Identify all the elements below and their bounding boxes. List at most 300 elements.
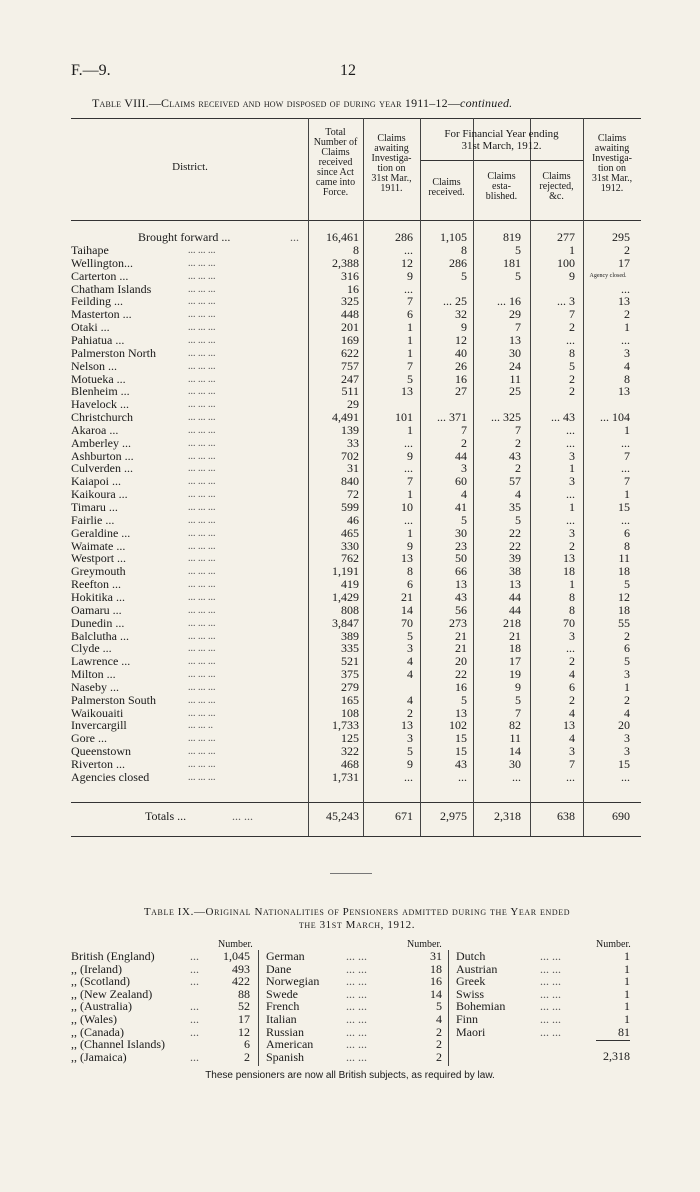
district-row-value: 38: [509, 564, 521, 578]
district-row-value: 15: [455, 731, 467, 745]
nationality-number: 4: [436, 1012, 442, 1026]
district-dots: ... ... ...: [188, 643, 216, 654]
district-row-value: 6: [407, 577, 413, 591]
district-name: Masterton ...: [71, 307, 132, 321]
district-dots: ... ... ...: [188, 759, 216, 770]
nationality-number: 1: [624, 987, 630, 1001]
district-row-value: 165: [341, 693, 359, 707]
district-name: Carterton ...: [71, 269, 129, 283]
district-row-value: 17: [618, 256, 630, 270]
table8-totals-rule-bottom: [71, 836, 641, 837]
district-row-value: 14: [509, 744, 521, 758]
district-dots: ... ... ...: [188, 541, 216, 552]
district-row-value: 3: [569, 629, 575, 643]
nationality-name: Russian: [266, 1025, 305, 1039]
district-row-value: 18: [618, 603, 630, 617]
district-row-value: 5: [461, 513, 467, 527]
district-row-value: 1: [569, 243, 575, 257]
table8-header-total-line: Force.: [322, 187, 349, 198]
district-row-value: 1,429: [332, 590, 359, 604]
district-row-value: 66: [455, 564, 467, 578]
nationality-number: 12: [238, 1025, 250, 1039]
table8-title: [92, 96, 512, 111]
district-row-value: 4: [461, 487, 467, 501]
district-dots: ... ... ...: [188, 386, 216, 397]
nationality-number: 18: [430, 962, 442, 976]
district-row-value: 5: [515, 269, 521, 283]
district-row-value: ...: [404, 770, 413, 784]
district-row-value: 30: [455, 526, 467, 540]
district-row-value: 11: [618, 551, 630, 565]
district-row-value: 4: [407, 654, 413, 668]
nationality-number: 14: [430, 987, 442, 1001]
district-row-value: ...: [621, 282, 630, 296]
table9-column-divider: [448, 950, 449, 1066]
table8-header-claims-established-line: blished.: [485, 191, 518, 202]
district-row-value: 7: [569, 757, 575, 771]
district-dots: ... ... ...: [188, 348, 216, 359]
district-row-value: 1: [407, 526, 413, 540]
table8-header-claims-established-line: Claims: [487, 171, 516, 182]
table8-header-claims-rejected-line: Claims: [542, 171, 571, 182]
district-row-value: 1: [407, 423, 413, 437]
district-row-value: 24: [509, 359, 521, 373]
totals-dots: ... ...: [232, 809, 253, 823]
page-number: 12: [340, 62, 356, 79]
district-dots: ... ... ...: [188, 489, 216, 500]
district-row-value: 1: [407, 346, 413, 360]
nationality-name: Spanish: [266, 1050, 305, 1064]
nationality-number: 88: [238, 987, 250, 1001]
nationality-name: ,, (Wales): [71, 1012, 118, 1026]
district-row-value: 5: [407, 744, 413, 758]
district-row-value: 1: [624, 487, 630, 501]
district-row-value: 1,191: [332, 564, 359, 578]
nationality-dots: ...: [190, 949, 199, 963]
district-row-value: ... 325: [491, 410, 521, 424]
nationality-dots: ... ...: [540, 962, 561, 976]
district-row-value: 3,847: [332, 616, 359, 630]
district-row-value: ...: [621, 461, 630, 475]
district-name: Kaiapoi ...: [71, 474, 121, 488]
district-row-value: 21: [455, 641, 467, 655]
table8-header-awaiting-1912-line: Investiga-: [592, 153, 632, 164]
district-name: Wellington...: [71, 256, 134, 270]
totals-value: 2,975: [440, 809, 467, 823]
totals-value: 690: [612, 809, 630, 823]
district-row-value: 4: [569, 706, 575, 720]
district-row-value: 100: [557, 256, 575, 270]
table8-header-claims-established-line: esta-: [492, 181, 511, 192]
district-row-value: 2,388: [332, 256, 359, 270]
district-name: Riverton ...: [71, 757, 125, 771]
district-row-value: 2: [624, 693, 630, 707]
district-name: Kaikoura ...: [71, 487, 128, 501]
district-row-value: 2: [515, 461, 521, 475]
district-row-value: 9: [569, 269, 575, 283]
district-dots: ... ... ...: [188, 733, 216, 744]
district-row-value: 13: [618, 384, 630, 398]
district-name: Clyde ...: [71, 641, 112, 655]
district-name: Greymouth: [71, 564, 126, 578]
district-row-value: ...: [458, 770, 467, 784]
district-dots: ... ... ...: [188, 605, 216, 616]
district-row-value: 9: [407, 269, 413, 283]
nationality-name: ,, (Ireland): [71, 962, 122, 976]
table8-header-rule: [71, 220, 641, 221]
district-row-value: 21: [401, 590, 413, 604]
district-row-value: 1: [624, 423, 630, 437]
district-dots: ... ... ...: [188, 528, 216, 539]
district-row-value: 5: [407, 629, 413, 643]
district-row-value: ... 3: [557, 294, 575, 308]
district-row-value: 13: [563, 718, 575, 732]
district-row-value: 7: [407, 359, 413, 373]
district-row-value: 125: [341, 731, 359, 745]
district-row-value: 7: [407, 294, 413, 308]
district-name: Feilding ...: [71, 294, 124, 308]
nationality-dots: ... ...: [346, 1012, 367, 1026]
nationality-name: Maori: [456, 1025, 486, 1039]
district-row-value: 6: [569, 680, 575, 694]
district-dots: ... ... ...: [188, 669, 216, 680]
district-row-value: 14: [401, 603, 413, 617]
district-name: Otaki ...: [71, 320, 110, 334]
nationality-number: 1: [624, 962, 630, 976]
district-dots: ... ... ...: [188, 566, 216, 577]
district-dots: ... ... ...: [188, 502, 216, 513]
nationality-dots: ...: [190, 1050, 199, 1064]
district-row-value: 7: [624, 474, 630, 488]
nationality-name: ,, (Canada): [71, 1025, 124, 1039]
brought-forward-value: 277: [557, 230, 575, 244]
table8-header-financial-year: [420, 128, 583, 152]
district-row-value: 1: [407, 333, 413, 347]
district-name: Timaru ...: [71, 500, 118, 514]
nationality-number: 5: [436, 999, 442, 1013]
nationality-number: 31: [430, 949, 442, 963]
district-row-value: 22: [455, 667, 467, 681]
nationality-name: Greek: [456, 974, 486, 988]
table8-header-awaiting-1911: [363, 134, 420, 194]
district-row-value: 33: [347, 436, 359, 450]
district-row-value: 8: [569, 346, 575, 360]
district-row-value: 8: [353, 243, 359, 257]
district-row-value: 8: [624, 372, 630, 386]
table8-header-claims-rejected-line: rejected,: [539, 181, 574, 192]
table8-header-total-line: since Act: [317, 167, 354, 178]
district-row-value: 279: [341, 680, 359, 694]
district-row-value: ... 43: [551, 410, 575, 424]
nationality-number: 1: [624, 1012, 630, 1026]
district-row-value: 101: [395, 410, 413, 424]
district-dots: ... ... ...: [188, 451, 216, 462]
district-row-value: 40: [455, 346, 467, 360]
district-row-value: 9: [461, 320, 467, 334]
number-label: Number.: [218, 939, 253, 950]
district-row-value: 247: [341, 372, 359, 386]
district-dots: ... ... ...: [188, 271, 216, 282]
district-name: Blenheim ...: [71, 384, 130, 398]
district-row-value: 9: [407, 449, 413, 463]
district-row-value: 273: [449, 616, 467, 630]
nationality-name: ,, (Jamaica): [71, 1050, 127, 1064]
district-row-value: 4: [569, 667, 575, 681]
table8-header-claims-received-line: received.: [428, 187, 465, 198]
district-row-value: 4,491: [332, 410, 359, 424]
nationality-dots: ... ...: [346, 962, 367, 976]
district-dots: ... ... ...: [188, 245, 216, 256]
district-row-value: 2: [569, 539, 575, 553]
district-row-value: 330: [341, 539, 359, 553]
district-row-value: 4: [624, 706, 630, 720]
district-row-value: 15: [618, 757, 630, 771]
table8-title-cont: continued.: [460, 96, 513, 110]
district-row-value: 5: [569, 359, 575, 373]
table8-header-awaiting-1911-line: tion on: [377, 163, 406, 174]
district-row-value: 808: [341, 603, 359, 617]
district-dots: ... ... ...: [188, 258, 216, 269]
district-row-value: 12: [401, 256, 413, 270]
district-row-value: 9: [407, 757, 413, 771]
nationality-name: ,, (Australia): [71, 999, 132, 1013]
district-dots: ... ... ...: [188, 284, 216, 295]
district-row-value: ...: [621, 770, 630, 784]
table8-header-awaiting-1911-line: 1911.: [380, 183, 403, 194]
totals-value: 638: [557, 809, 575, 823]
district-row-value: 7: [461, 423, 467, 437]
table8-header-awaiting-1911-line: 31st Mar.,: [371, 173, 412, 184]
district-row-value: 22: [509, 539, 521, 553]
district-row-value: 13: [509, 577, 521, 591]
table8-header-awaiting-1911-line: Claims: [377, 133, 406, 144]
district-row-value: 13: [455, 577, 467, 591]
district-row-value: 757: [341, 359, 359, 373]
district-name: Chatham Islands: [71, 282, 152, 296]
table8-header-awaiting-1912-line: tion on: [597, 163, 627, 174]
nationality-name: ,, (Scotland): [71, 974, 130, 988]
district-row-value: 29: [347, 397, 359, 411]
nationality-name: British (England): [71, 949, 155, 963]
district-row-value: 13: [401, 718, 413, 732]
district-row-value: ...: [566, 333, 575, 347]
district-row-value: 702: [341, 449, 359, 463]
totals-value: 671: [395, 809, 413, 823]
nationality-dots: ... ...: [346, 949, 367, 963]
nationality-dots: ... ...: [346, 999, 367, 1013]
district-name: Naseby ...: [71, 680, 119, 694]
nationality-name: American: [266, 1037, 314, 1051]
district-row-value: 3: [407, 731, 413, 745]
district-row-value: 12: [455, 333, 467, 347]
district-name: Waikouaiti: [71, 706, 124, 720]
district-row-value: 57: [509, 474, 521, 488]
district-row-value: 7: [515, 706, 521, 720]
district-name: Ashburton ...: [71, 449, 134, 463]
table8-header-total-line: Number of: [313, 137, 358, 148]
district-row-value: 18: [563, 564, 575, 578]
district-row-value: 2: [624, 307, 630, 321]
district-row-value: 44: [455, 449, 467, 463]
section-separator: [330, 873, 372, 874]
district-row-value: 108: [341, 706, 359, 720]
district-name: Lawrence ...: [71, 654, 131, 668]
district-row-value: 3: [624, 744, 630, 758]
district-dots: ... ... ...: [188, 438, 216, 449]
district-name: Akaroa ...: [71, 423, 119, 437]
nationality-number: 1: [624, 974, 630, 988]
district-row-value: ...: [621, 333, 630, 347]
nationality-number: 6: [244, 1037, 250, 1051]
nationality-number: 17: [238, 1012, 250, 1026]
district-row-value: ...: [566, 513, 575, 527]
district-row-value: 39: [509, 551, 521, 565]
nationality-number: 2: [436, 1025, 442, 1039]
district-row-value: 201: [341, 320, 359, 334]
district-row-value: 9: [407, 539, 413, 553]
district-row-value: 21: [509, 629, 521, 643]
district-row-value: 375: [341, 667, 359, 681]
nationality-number: 493: [232, 962, 250, 976]
nationality-dots: ... ...: [346, 1050, 367, 1064]
district-row-value: 43: [455, 757, 467, 771]
district-row-value: 7: [569, 307, 575, 321]
district-row-value: 18: [509, 641, 521, 655]
district-row-value: 2: [624, 629, 630, 643]
table8-header-claims-received: [420, 178, 473, 198]
district-row-value: ...: [404, 243, 413, 257]
table8-header-awaiting-1911-line: Investiga-: [371, 153, 412, 164]
district-row-value: 20: [618, 718, 630, 732]
district-row-value: 511: [341, 384, 359, 398]
district-row-value: 25: [509, 384, 521, 398]
district-row-value: 2: [569, 693, 575, 707]
district-name: Milton ...: [71, 667, 116, 681]
district-row-value: ...: [566, 436, 575, 450]
district-row-value: 5: [515, 693, 521, 707]
district-row-value: 13: [563, 551, 575, 565]
table8-header-awaiting-1912: [583, 134, 641, 194]
district-row-value: 55: [618, 616, 630, 630]
district-row-value: ...: [404, 513, 413, 527]
district-row-value: 30: [509, 757, 521, 771]
district-row-value: 622: [341, 346, 359, 360]
district-name: Agencies closed: [71, 770, 150, 784]
district-row-value: 468: [341, 757, 359, 771]
table8-header-awaiting-1912-line: 31st Mar.,: [591, 173, 633, 184]
nationality-dots: ... ...: [540, 987, 561, 1001]
district-name: Motueka ...: [71, 372, 126, 386]
nationality-dots: ... ...: [540, 1025, 561, 1039]
table8-header-awaiting-1911-line: awaiting: [374, 143, 409, 154]
district-dots: ... ... ...: [188, 746, 216, 757]
district-dots: ... ... ...: [188, 412, 216, 423]
district-row-value: ...: [566, 770, 575, 784]
nationality-name: ,, (New Zealand): [71, 987, 153, 1001]
table8-header-awaiting-1912-line: 1912.: [600, 183, 624, 194]
district-dots: ... ... ...: [188, 592, 216, 603]
district-row-value: 4: [407, 693, 413, 707]
district-row-value: 5: [515, 243, 521, 257]
district-row-value: ...: [512, 770, 521, 784]
district-row-value: 6: [407, 307, 413, 321]
district-dots: ... ... ...: [188, 399, 216, 410]
district-row-value: 43: [509, 449, 521, 463]
district-row-value: 13: [509, 333, 521, 347]
district-name: Nelson ...: [71, 359, 117, 373]
nationality-dots: ... ...: [540, 974, 561, 988]
nationality-dots: ... ...: [346, 1025, 367, 1039]
table8-header-total-line: Claims: [321, 147, 350, 158]
district-row-value: 3: [624, 731, 630, 745]
district-dots: ... ... ...: [188, 695, 216, 706]
district-name: Geraldine ...: [71, 526, 131, 540]
district-row-value: 44: [509, 590, 521, 604]
district-row-value: 6: [624, 526, 630, 540]
district-row-value: 44: [509, 603, 521, 617]
table8-header-total: [308, 128, 363, 198]
district-dots: ... ... ...: [188, 618, 216, 629]
district-row-value: 8: [461, 243, 467, 257]
district-dots: ... ... ...: [188, 296, 216, 307]
nationality-number: 1: [624, 999, 630, 1013]
table8-title-main: Table VIII.—Claims received and how disposed of during year 1911–12—: [92, 96, 461, 110]
district-row-value: 169: [341, 333, 359, 347]
table8-header-district: District.: [172, 161, 208, 173]
nationality-name: Norwegian: [266, 974, 320, 988]
district-row-value: 2: [569, 384, 575, 398]
nationality-dots: ... ...: [346, 974, 367, 988]
district-row-value: 5: [624, 654, 630, 668]
totals-value: 2,318: [494, 809, 521, 823]
district-row-value: 8: [569, 590, 575, 604]
district-row-value: 70: [563, 616, 575, 630]
district-row-value: 4: [515, 487, 521, 501]
district-row-value: 82: [509, 718, 521, 732]
nationality-name: Swede: [266, 987, 298, 1001]
district-row-value: 9: [515, 680, 521, 694]
district-name: Pahiatua ...: [71, 333, 125, 347]
nationality-dots: ...: [190, 962, 199, 976]
district-dots: ... ... ...: [188, 463, 216, 474]
district-row-value: 5: [624, 577, 630, 591]
nationality-name: Austrian: [456, 962, 498, 976]
brought-forward-dots: ...: [290, 230, 299, 244]
nationality-number: 1: [624, 949, 630, 963]
district-row-value: 43: [455, 590, 467, 604]
district-row-value: 35: [509, 500, 521, 514]
district-row-value: 8: [624, 539, 630, 553]
table9-column-divider: [258, 950, 259, 1066]
district-row-value: 389: [341, 629, 359, 643]
nationality-name: Dane: [266, 962, 292, 976]
district-row-value: 1: [624, 320, 630, 334]
district-row-value: 15: [618, 500, 630, 514]
district-name: Fairlie ...: [71, 513, 115, 527]
nationality-dots: ... ...: [540, 999, 561, 1013]
nationality-dots: ... ...: [540, 949, 561, 963]
district-row-value: 322: [341, 744, 359, 758]
district-dots: ... ... ...: [188, 631, 216, 642]
district-name: Palmerston North: [71, 346, 156, 360]
district-dots: ... ... ...: [188, 425, 216, 436]
district-dots: ... ... ...: [188, 515, 216, 526]
district-row-value: 2: [624, 243, 630, 257]
district-row-value: 13: [455, 706, 467, 720]
district-row-value: 16: [455, 680, 467, 694]
table8-header-financial-year-line: For Financial Year ending: [444, 128, 559, 140]
nationality-dots: ...: [190, 1012, 199, 1026]
